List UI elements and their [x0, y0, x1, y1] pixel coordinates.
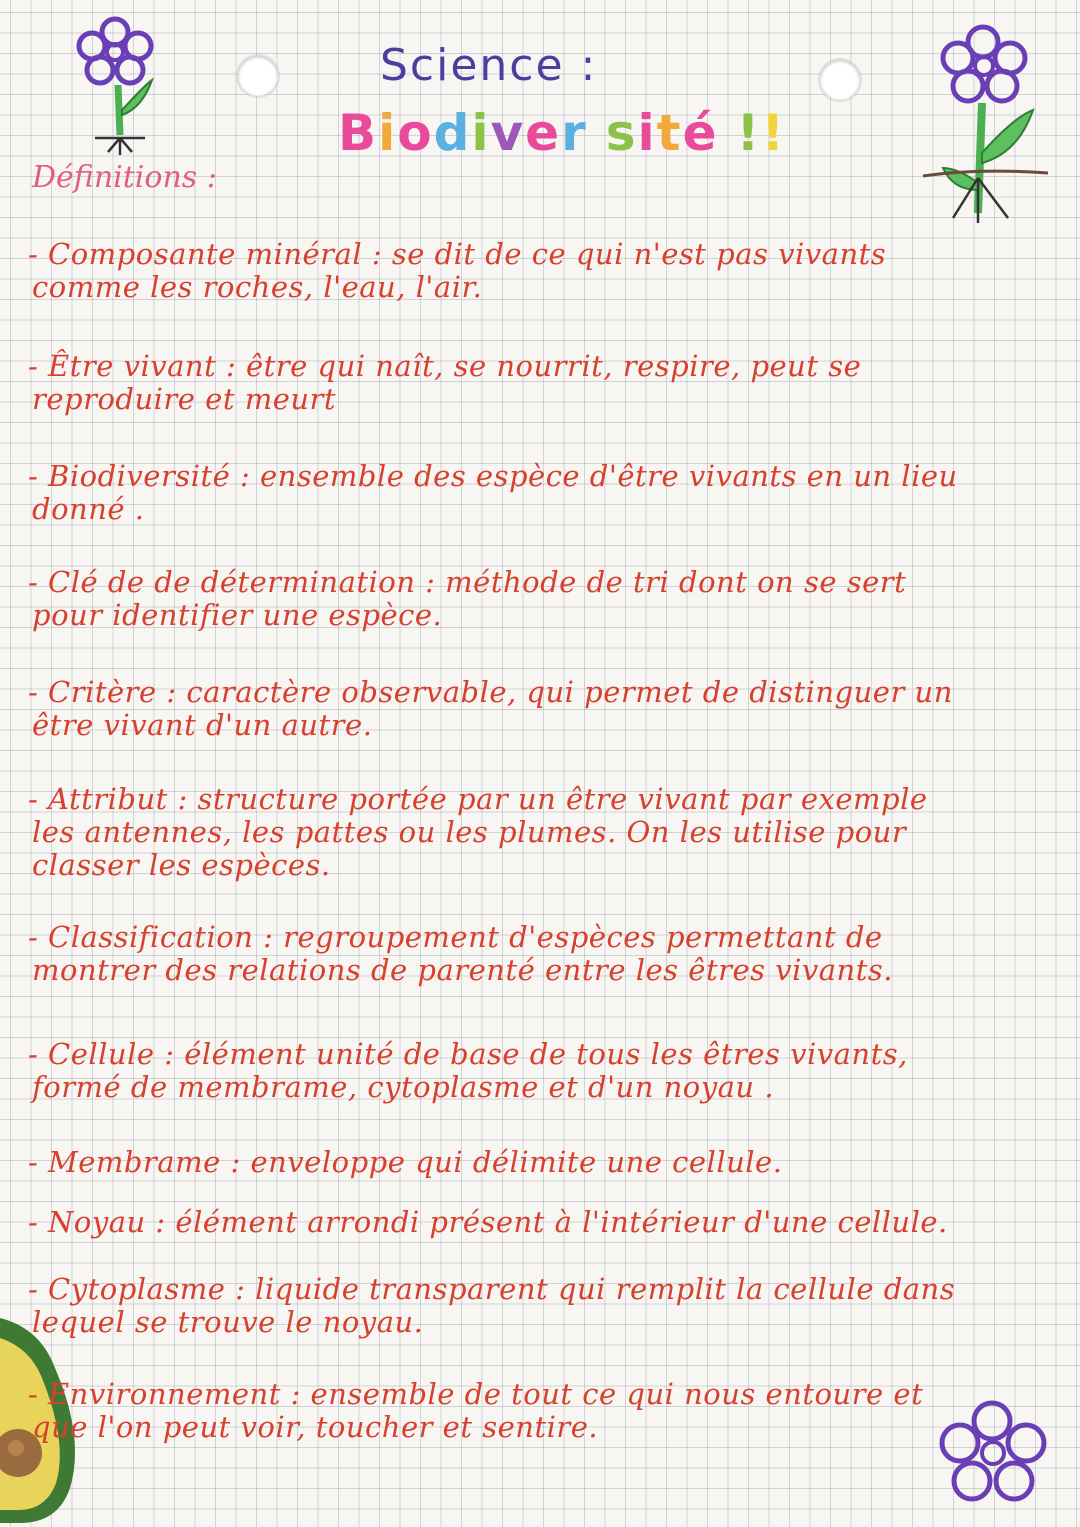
- definition-line: - Cytoplasme : liquide transparent qui remplit la cellule dans: [28, 1272, 956, 1306]
- definition-line: pour identifier une espèce.: [32, 598, 443, 632]
- definition-line: - Clé de de détermination : méthode de tri dont on se sert: [28, 565, 907, 599]
- definition-line: - Attribut : structure portée par un être vivant par exemple: [28, 782, 928, 816]
- definition-item: [28, 676, 1063, 742]
- subtitle-letter: i: [378, 104, 398, 162]
- definition-line: lequel se trouve le noyau.: [32, 1305, 424, 1339]
- definition-line: être vivant d'un autre.: [32, 708, 373, 742]
- subtitle-letter: B: [338, 104, 379, 162]
- definition-line: - Composante minéral : se dit de ce qui n'est pas vivants: [28, 237, 887, 271]
- subtitle-letter: r: [561, 104, 588, 162]
- definition-item: [28, 1146, 1063, 1179]
- definition-line: - Classification : regroupement d'espèces permettant de: [28, 920, 883, 954]
- definition-line: que l'on peut voir, toucher et sentire.: [32, 1410, 599, 1444]
- punch-hole: [238, 56, 278, 96]
- definition-item: [28, 460, 1063, 526]
- page-title: Science :: [380, 40, 598, 91]
- definitions-heading: Définitions :: [32, 160, 217, 195]
- definition-item: [28, 1038, 1063, 1104]
- definition-line: - Biodiversité : ensemble des espèce d'être vivants en un lieu: [28, 459, 958, 493]
- subtitle-letter: t: [656, 104, 683, 162]
- definition-line: - Être vivant : être qui naît, se nourrit, respire, peut se: [28, 349, 862, 383]
- definition-item: [28, 783, 1063, 882]
- definition-line: - Environnement : ensemble de tout ce qui nous entoure et: [28, 1377, 924, 1411]
- subtitle-letter: v: [490, 104, 526, 162]
- subtitle-letter: e: [525, 104, 562, 162]
- punch-hole: [820, 60, 860, 100]
- flower-top-right-icon: [918, 18, 1058, 228]
- definition-line: classer les espèces.: [32, 848, 331, 882]
- definition-line: comme les roches, l'eau, l'air.: [32, 270, 483, 304]
- definition-item: [28, 350, 1063, 416]
- subtitle-letter: i: [471, 104, 491, 162]
- definition-line: - Noyau : élément arrondi présent à l'intérieur d'une cellule.: [28, 1205, 948, 1239]
- definition-line: - Cellule : élément unité de base de tous les êtres vivants,: [28, 1037, 908, 1071]
- subtitle-letter: o: [397, 104, 434, 162]
- definition-item: [28, 566, 1063, 632]
- definition-line: les antennes, les pattes ou les plumes. On les utilise pour: [32, 815, 907, 849]
- definition-item: [28, 1206, 1063, 1239]
- subtitle-letter: !: [761, 104, 787, 162]
- page-subtitle: [338, 104, 786, 162]
- subtitle-letter: é: [682, 104, 719, 162]
- definition-item: [28, 238, 1063, 304]
- flower-top-left-icon: [60, 10, 170, 160]
- definition-line: formé de membrame, cytoplasme et d'un noyau .: [32, 1070, 775, 1104]
- definition-line: montrer des relations de parenté entre les êtres vivants.: [32, 953, 893, 987]
- subtitle-letter: !: [736, 104, 762, 162]
- subtitle-letter: i: [637, 104, 657, 162]
- definition-line: - Membrame : enveloppe qui délimite une cellule.: [28, 1145, 783, 1179]
- definition-line: donné .: [32, 492, 145, 526]
- definition-item: [28, 921, 1063, 987]
- subtitle-letter: d: [433, 104, 472, 162]
- definition-line: - Critère : caractère observable, qui permet de distinguer un: [28, 675, 953, 709]
- definition-item: [28, 1378, 1063, 1444]
- definition-item: [28, 1273, 1063, 1339]
- subtitle-letter: s: [605, 104, 638, 162]
- definition-line: reproduire et meurt: [32, 382, 337, 416]
